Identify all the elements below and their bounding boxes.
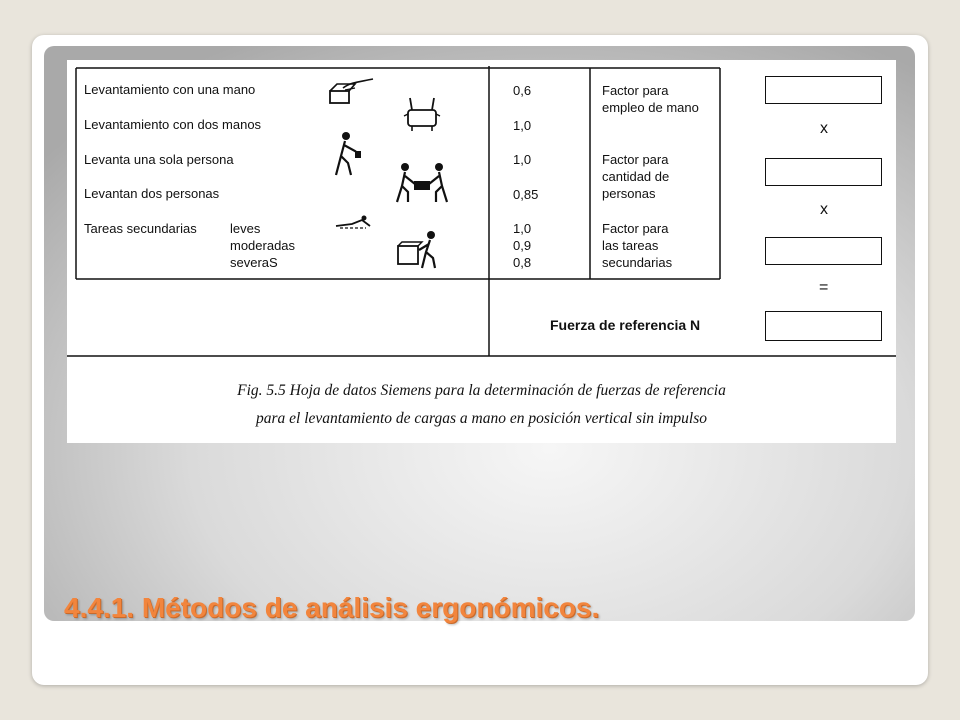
hand-factor-field[interactable] xyxy=(765,76,882,104)
figure-caption-line1: Fig. 5.5 Hoja de datos Siemens para la determinación de fuerzas de referencia xyxy=(237,382,726,399)
row-label-secondary-tasks: Tareas secundarias xyxy=(84,221,197,236)
value-two-hands: 1,0 xyxy=(513,118,532,133)
multiply-operator-1: x xyxy=(820,120,828,137)
data-sheet-figure xyxy=(67,60,896,443)
factor-hand-line2: empleo de mano xyxy=(602,100,699,115)
multiply-operator-2: x xyxy=(820,201,828,218)
slide-title: 4.4.1. Métodos de análisis ergonómicos. xyxy=(64,592,600,623)
factor-tasks-line3: secundarias xyxy=(602,255,673,270)
light-task-icon xyxy=(334,212,374,232)
row-label-one-person: Levanta una sola persona xyxy=(84,152,234,167)
value-two-persons: 0,85 xyxy=(513,187,539,202)
secondary-level-moderate: moderadas xyxy=(230,238,296,253)
value-one-person: 1,0 xyxy=(513,152,532,167)
row-label-one-hand: Levantamiento con una mano xyxy=(84,82,256,97)
secondary-level-light: leves xyxy=(230,221,261,236)
reference-force-label: Fuerza de referencia N xyxy=(550,317,701,333)
one-hand-lift-icon xyxy=(325,76,381,110)
value-light: 1,0 xyxy=(513,221,532,236)
reference-force-field[interactable] xyxy=(765,311,882,341)
heavy-task-icon xyxy=(395,230,451,272)
secondary-level-severe: severaS xyxy=(230,255,278,270)
factor-tasks-line2: las tareas xyxy=(602,238,659,253)
factor-people-line2: cantidad de xyxy=(602,169,670,184)
row-label-two-hands: Levantamiento con dos manos xyxy=(84,117,262,132)
two-hand-lift-icon xyxy=(400,94,444,134)
factor-people-line3: personas xyxy=(602,186,656,201)
single-person-lift-icon xyxy=(333,130,363,180)
value-severe: 0,8 xyxy=(513,255,532,270)
row-label-two-persons: Levantan dos personas xyxy=(84,186,220,201)
equals-operator: = xyxy=(819,279,829,296)
two-person-lift-icon xyxy=(393,162,451,206)
factor-people-line1: Factor para xyxy=(602,152,669,167)
people-factor-field[interactable] xyxy=(765,158,882,186)
factor-hand-line1: Factor para xyxy=(602,83,669,98)
value-one-hand: 0,6 xyxy=(513,83,532,98)
factor-tasks-line1: Factor para xyxy=(602,221,669,236)
tasks-factor-field[interactable] xyxy=(765,237,882,265)
value-moderate: 0,9 xyxy=(513,238,532,253)
figure-caption-line2: para el levantamiento de cargas a mano en posición vertical sin impulso xyxy=(255,410,707,427)
